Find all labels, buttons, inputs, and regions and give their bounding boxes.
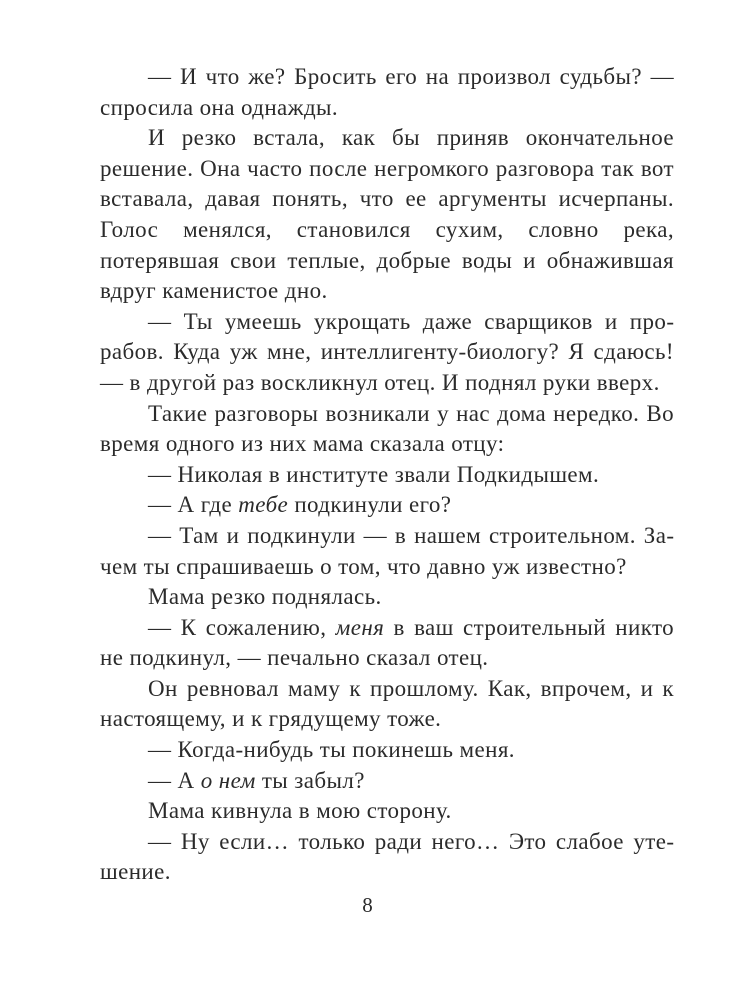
page-number: 8 <box>362 893 373 917</box>
paragraph-11: — Когда-нибудь ты покинешь меня. <box>148 737 515 763</box>
italic-emphasis: о нем <box>200 767 256 793</box>
paragraph-6: — А где тебе подкинули его? <box>148 492 452 518</box>
paragraph-7: — Там и подкинули — в нашем строительном. Зачем ты спрашиваешь о том, что давно уж известно? <box>100 522 674 579</box>
paragraph-1: — И что же? Бросить его на произвол судьбы? — спросила она однажды. <box>100 64 674 120</box>
paragraph-13: Мама кивнула в мою сторону. <box>148 798 452 824</box>
paragraph-14: — Ну если… только ради него… Это слабое утешение. <box>100 828 674 885</box>
paragraph-2: И резко встала, как бы приняв окончательное решение. Она часто после негромкого разговора так вот вставала, давая понять, что ее аргументы исчерпаны. Голос менялся, становился сухим, словно река, потерявшая свои теплые, добрые воды и обнажившая вдруг каменистое дно. <box>100 125 674 304</box>
italic-emphasis: меня <box>335 614 385 640</box>
paragraph-3: — Ты умеешь укрощать даже сварщиков и прорабов. Куда уж мне, интеллигенту-биологу? Я сдаюсь! — в другой раз воскликнул отец. И поднял руки вверх. <box>100 308 674 395</box>
paragraph-9: — К сожалению, меня в ваш строительный никто не подкинул, — печально сказал отец. <box>100 614 675 671</box>
paragraph-10: Он ревновал маму к прошлому. Как, впрочем, и к настоящему, и к грядущему тоже. <box>100 675 674 732</box>
paragraph-5: — Николая в институте звали Подкидышем. <box>148 461 600 487</box>
body-text <box>100 62 674 888</box>
paragraph-8: Мама резко поднялась. <box>148 584 382 610</box>
paragraph-12: — А о нем ты забыл? <box>148 767 365 793</box>
italic-emphasis: тебе <box>238 492 289 518</box>
paragraph-4: Такие разговоры возникали у нас дома нередко. Во время одного из них мама сказала отцу: <box>100 400 674 457</box>
